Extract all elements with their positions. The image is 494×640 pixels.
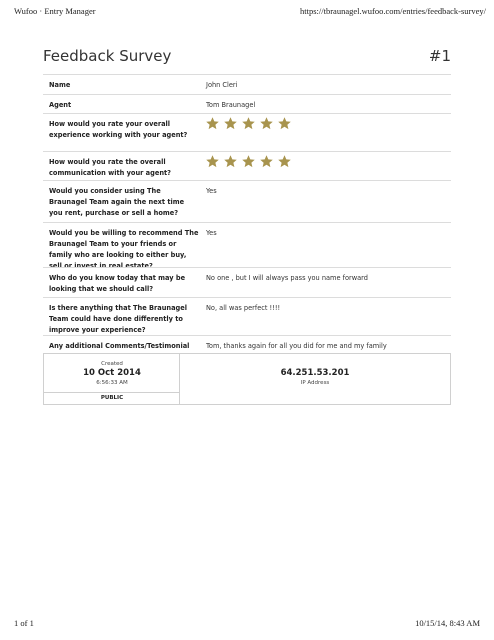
field-value: No one , but I will always pass you name forward — [206, 274, 368, 282]
page-title: Wufoo · Entry Manager — [14, 6, 96, 16]
star-icon — [223, 116, 238, 131]
field-label: Any additional Comments/Testimonial — [49, 342, 190, 350]
created-date: 10 Oct 2014 — [83, 368, 141, 378]
form-title: Feedback Survey — [43, 47, 172, 65]
star-icon — [223, 154, 238, 169]
entry-title-row — [43, 47, 451, 69]
field-value: John Cleri — [206, 81, 238, 89]
field-label: Is there anything that The Braunagel Team could have done differently to improve your experience? — [49, 304, 187, 334]
star-icon — [205, 154, 220, 169]
star-icon — [205, 116, 220, 131]
created-time: 6:56:33 AM — [96, 380, 128, 386]
field-value: Yes — [206, 187, 217, 195]
field-row — [43, 74, 451, 94]
field-label: Would you be willing to recommend The Braunagel Team to your friends or family who are looking to either buy, sell or invest in real estate? — [49, 229, 199, 270]
star-icon — [259, 154, 274, 169]
field-row — [43, 222, 451, 270]
field-row — [43, 297, 451, 335]
print-timestamp: 10/15/14, 8:43 AM — [415, 618, 480, 628]
field-row — [43, 180, 451, 222]
star-icon — [277, 116, 292, 131]
entry-meta — [43, 353, 451, 405]
field-row — [43, 151, 451, 180]
star-icon — [277, 154, 292, 169]
star-rating — [205, 154, 292, 169]
field-value: Tom Braunagel — [206, 101, 256, 109]
visibility-badge: PUBLIC — [44, 392, 180, 404]
star-rating — [205, 116, 292, 131]
ip-label: IP Address — [300, 380, 330, 386]
ip-info — [180, 354, 450, 404]
created-label: Created — [101, 361, 123, 367]
field-value: Yes — [206, 229, 217, 237]
field-label: Who do you know today that may be looking that we should call? — [49, 274, 186, 293]
field-value: No, all was perfect !!!! — [206, 304, 281, 312]
star-icon — [241, 116, 256, 131]
print-footer — [14, 618, 480, 630]
entry-number: #1 — [428, 47, 451, 65]
field-label: Name — [49, 81, 71, 89]
field-label: How would you rate your overall experience working with your agent? — [49, 120, 188, 139]
page-count: 1 of 1 — [14, 618, 34, 628]
field-row — [43, 267, 451, 297]
star-icon — [259, 116, 274, 131]
print-header — [14, 6, 486, 18]
field-row — [43, 335, 451, 353]
field-label: How would you rate the overall communication with your agent? — [49, 158, 171, 177]
entry-fields — [43, 74, 451, 353]
ip-address: 64.251.53.201 — [280, 368, 350, 378]
field-row — [43, 113, 451, 151]
field-row — [43, 94, 451, 113]
field-value: Tom, thanks again for all you did for me and my family — [206, 342, 387, 350]
created-info — [44, 354, 180, 404]
field-label: Would you consider using The Braunagel Team again the next time you rent, purchase or sell a home? — [49, 187, 185, 217]
page-url[interactable]: https://tbraunagel.wufoo.com/entries/feedback-survey/ — [300, 6, 486, 16]
field-label: Agent — [49, 101, 72, 109]
star-icon — [241, 154, 256, 169]
